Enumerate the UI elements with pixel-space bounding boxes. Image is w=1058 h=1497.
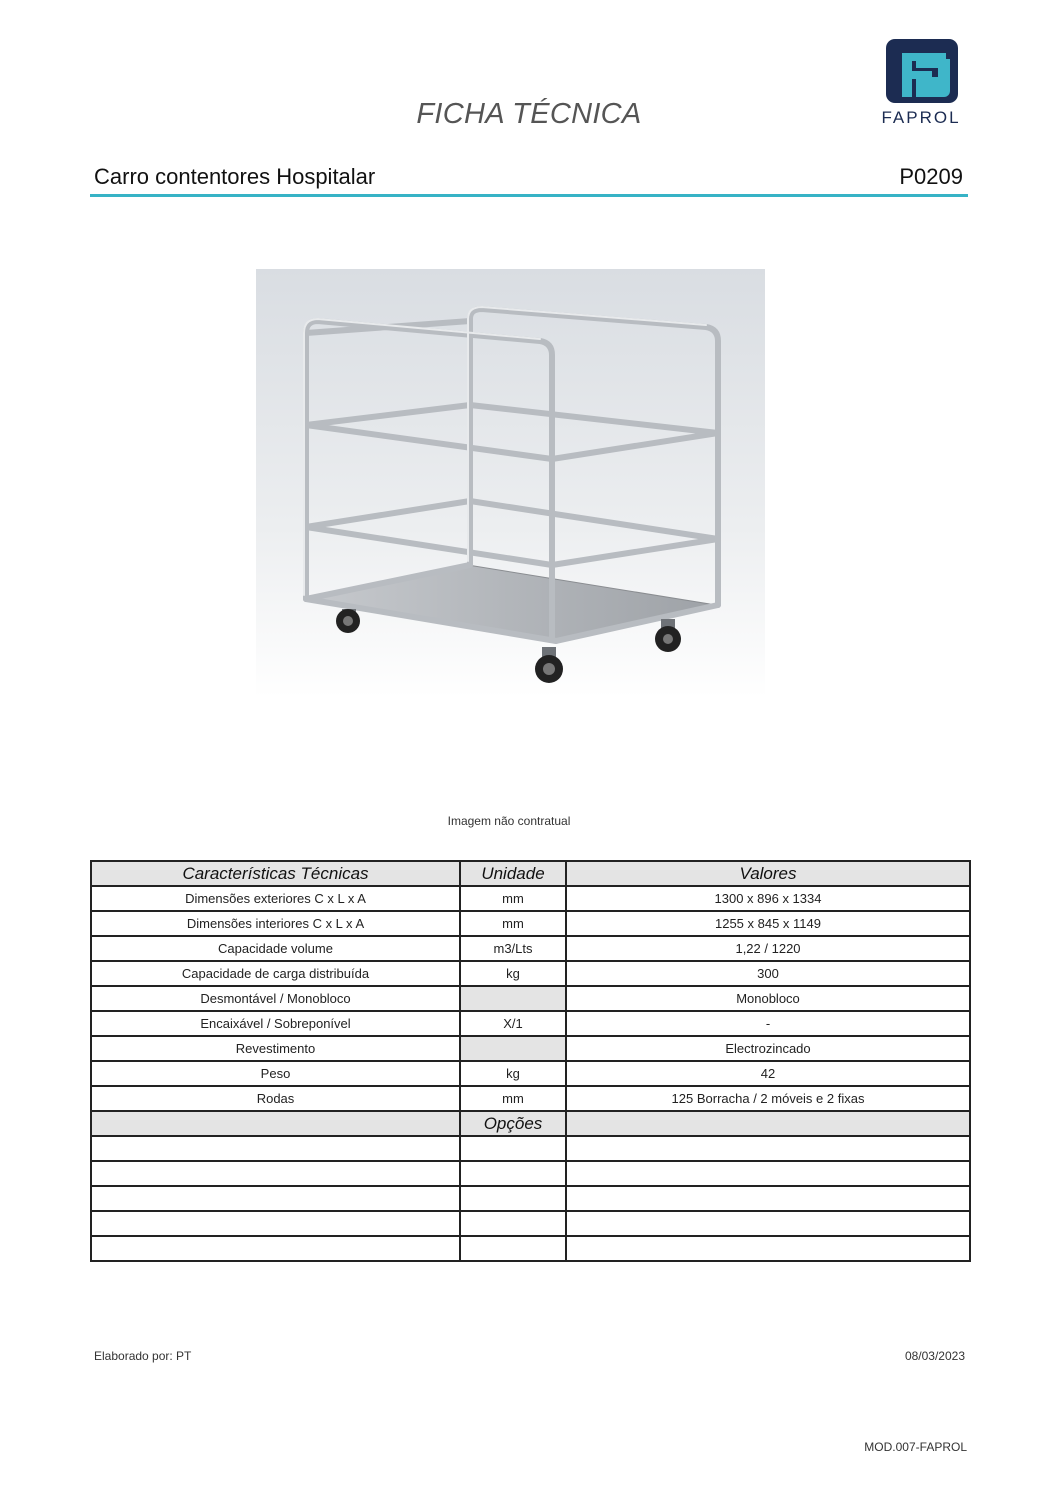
table-row [91,1061,970,1086]
row-label: Revestimento [91,1036,460,1061]
row-unit: m3/Lts [460,936,566,961]
options-header-blank [566,1111,970,1136]
row-label: Encaixável / Sobreponível [91,1011,460,1036]
row-value: 1255 x 845 x 1149 [566,911,970,936]
row-unit [460,986,566,1011]
image-caption: Imagem não contratual [447,814,571,828]
header-characteristics: Características Técnicas [91,861,460,886]
row-value: 1,22 / 1220 [566,936,970,961]
empty-option-row [91,1161,970,1186]
table-row [91,1086,970,1111]
row-unit [460,1036,566,1061]
row-unit: kg [460,961,566,986]
table-row [91,961,970,986]
row-label: Capacidade volume [91,936,460,961]
document-date: 08/03/2023 [904,1349,965,1363]
row-label: Peso [91,1061,460,1086]
empty-option-row [91,1136,970,1161]
row-label: Desmontável / Monobloco [91,986,460,1011]
table-row [91,1036,970,1061]
prepared-by: Elaborado por: PT [94,1349,192,1363]
empty-option-row [91,1211,970,1236]
document-reference: MOD.007-FAPROL [864,1440,967,1454]
empty-option-row [91,1186,970,1211]
row-value: 1300 x 896 x 1334 [566,886,970,911]
row-unit: X/1 [460,1011,566,1036]
row-value: Monobloco [566,986,970,1011]
row-unit: kg [460,1061,566,1086]
table-row [91,986,970,1011]
header-values: Valores [566,861,970,886]
table-row [91,886,970,911]
row-value: 125 Borracha / 2 móveis e 2 fixas [566,1086,970,1111]
document-title: FICHA TÉCNICA [416,98,642,130]
row-label: Dimensões exteriores C x L x A [91,886,460,911]
row-value: Electrozincado [566,1036,970,1061]
product-cart-image [256,269,765,698]
table-row [91,1011,970,1036]
row-label: Dimensões interiores C x L x A [91,911,460,936]
options-header-row [91,1111,970,1136]
product-name: Carro contentores Hospitalar [94,164,376,189]
logo-text: FAPROL [881,108,961,127]
row-unit: mm [460,886,566,911]
product-code: P0209 [899,164,963,189]
row-unit: mm [460,1086,566,1111]
table-row [91,911,970,936]
options-header: Opções [460,1111,566,1136]
row-unit: mm [460,911,566,936]
row-label: Capacidade de carga distribuída [91,961,460,986]
table-row [91,936,970,961]
header-unit: Unidade [460,861,566,886]
row-label: Rodas [91,1086,460,1111]
technical-spec-table [90,860,971,1262]
title-divider [90,194,968,197]
row-value: - [566,1011,970,1036]
row-value: 42 [566,1061,970,1086]
row-value: 300 [566,961,970,986]
table-header-row [91,861,970,886]
options-header-blank [91,1111,460,1136]
empty-option-row [91,1236,970,1261]
